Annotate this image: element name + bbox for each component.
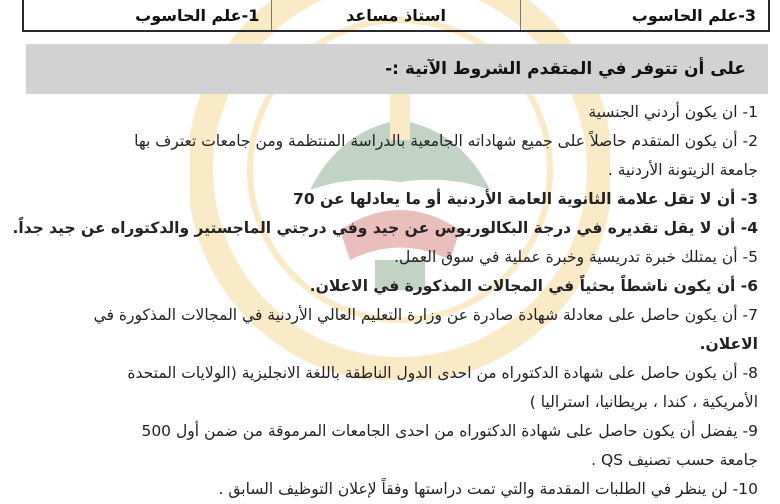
table-cell-specialization-1: 1-علم الحاسوب: [135, 5, 260, 25]
conditions-heading-banner: [26, 44, 768, 94]
condition-item: 10- لن ينظر في الطلبات المقدمة والتي تمت دراستها وفقاً لإعلان التوظيف السابق .: [218, 480, 758, 498]
condition-item: 7- أن يكون حاصل على معادلة شهادة صادرة عن وزارة التعليم العالي الأردنية في المجالات المذكورة في: [93, 306, 758, 324]
condition-item-continuation: جامعة حسب تصنيف QS .: [591, 451, 758, 469]
condition-item: 9- يفضل أن يكون حاصل على شهادة الدكتوراه من احدى الجامعات المرموقة من ضمن أول 500: [141, 422, 758, 440]
table-cell-specialization-3: 3-علم الحاسوب: [520, 0, 768, 30]
condition-item-continuation: الاعلان.: [699, 335, 758, 353]
conditions-list: [12, 98, 758, 504]
table-cell-rank: استاذ مساعد: [271, 0, 519, 30]
condition-item: 8- أن يكون حاصل على شهادة الدكتوراه من احدى الدول الناطقة باللغة الانجليزية (الولايات المتحدة: [127, 364, 758, 382]
specializations-table-row: [22, 0, 770, 32]
condition-item: 5- أن يمتلك خبرة تدريسية وخبرة عملية في سوق العمل.: [394, 248, 758, 266]
condition-item: 6- أن يكون ناشطاً بحثياً في المجالات المذكورة في الاعلان.: [309, 277, 758, 295]
condition-item: 4- أن لا يقل تقديره في درجة البكالوريوس عن جيد وفي درجتي الماجستير والدكتوراه عن جيد جداً.: [12, 219, 758, 237]
condition-item-continuation: الأمريكية ، كندا ، بريطانيا، استراليا ): [529, 393, 758, 411]
conditions-heading: على أن تتوفر في المتقدم الشروط الآتية :-: [385, 59, 746, 79]
condition-item: 1- ان يكون أردني الجنسية: [588, 103, 758, 121]
condition-item-continuation: جامعة الزيتونة الأردنية .: [607, 161, 758, 179]
condition-item: 3- أن لا تقل علامة الثانوية العامة الأردنية أو ما يعادلها عن 70: [293, 190, 758, 208]
condition-item: 2- أن يكون المتقدم حاصلاً على جميع شهاداته الجامعية بالدراسة المنتظمة ومن جامعات تعترف بها: [134, 132, 758, 150]
